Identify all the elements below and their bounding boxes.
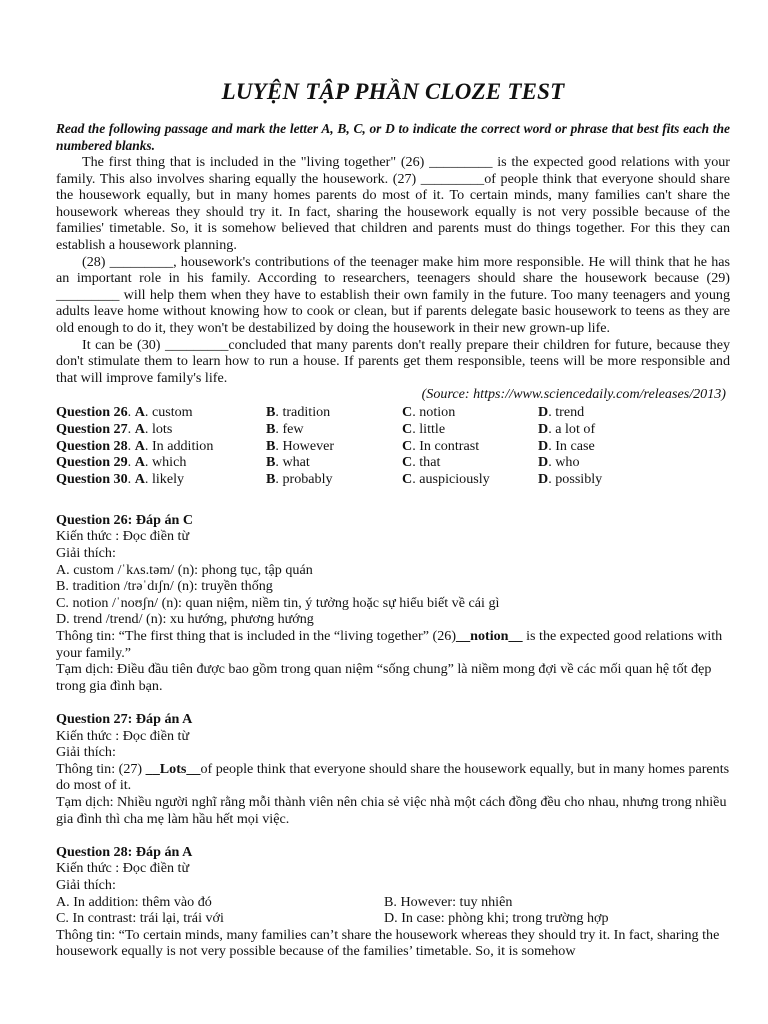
option-a: Question 28. A. In addition	[56, 437, 214, 454]
question-label: Question 26	[56, 404, 128, 421]
answer-28-options-cd	[56, 910, 730, 927]
option-c: C. notion	[402, 404, 456, 421]
option-letter: B	[266, 404, 276, 421]
answer-26-option-d: D. trend /trend/ (n): xu hướng, phương hướng	[56, 611, 314, 628]
answer-26-knowledge: Kiến thức : Đọc điền từ	[56, 528, 190, 545]
option-d: D. a lot of	[538, 420, 596, 437]
option-letter: D	[538, 420, 549, 437]
answer-28-knowledge: Kiến thức : Đọc điền từ	[56, 860, 190, 877]
reading-passage	[56, 154, 730, 386]
answer-28-option-a: A. In addition: thêm vào đó	[56, 893, 212, 910]
answers-section	[56, 495, 730, 960]
option-text: who	[555, 454, 580, 471]
option-text: In contrast	[419, 437, 480, 454]
option-letter: A	[134, 454, 145, 471]
answer-27-explain: Giải thích:	[56, 744, 116, 761]
answer-28-explain: Giải thích:	[56, 876, 116, 893]
option-letter: D	[538, 404, 549, 421]
option-text: likely	[151, 470, 185, 487]
option-c: C. auspiciously	[402, 470, 490, 487]
option-letter: D	[538, 470, 549, 487]
answer-26-explain: Giải thích:	[56, 545, 116, 562]
option-d: D. trend	[538, 404, 585, 421]
option-c: C. In contrast	[402, 437, 480, 454]
option-text: which	[151, 454, 187, 471]
option-b: B. few	[266, 420, 304, 437]
option-text: few	[282, 420, 304, 437]
answer-27-knowledge: Kiến thức : Đọc điền từ	[56, 727, 190, 744]
option-c: C. that	[402, 454, 441, 471]
answer-27-info	[56, 761, 730, 794]
source-citation: (Source: https://www.sciencedaily.com/releases/2013)	[421, 386, 726, 403]
option-letter: C	[402, 470, 413, 487]
option-text: tradition	[282, 404, 331, 421]
answer-26-info-text: Thông tin: “The first thing that is included in the “living together” (26)	[56, 628, 457, 645]
option-d: D. In case	[538, 437, 595, 454]
option-letter: A	[134, 437, 145, 454]
answer-26-blank: __notion__	[456, 628, 523, 645]
passage-paragraph-1: The first thing that is included in the "living together" (26) _________ is the expected good relations with your family. This also involves sharing equally the housework. (27) _________of people think that everyone should share the housework equally, but in many homes parents do most of it. To certain minds, many families can't share the housework whereas they should try it. In fact, sharing the housework equally is not very possible because of the families' timetable. So, it is somehow believed that children and parents must do things together. For this they can establish a housework planning.	[56, 154, 730, 253]
answer-28-option-d: D. In case: phòng khi; trong trường hợp	[384, 910, 609, 927]
question-options	[56, 404, 730, 487]
answer-26-info-rest: is the expected good relations with your family.”	[56, 628, 723, 661]
option-c: C. little	[402, 420, 446, 437]
option-letter: B	[266, 420, 276, 437]
option-text: what	[282, 454, 310, 471]
question-label: Question 27	[56, 420, 128, 437]
answer-26-heading: Question 26: Đáp án C	[56, 511, 194, 528]
question-label: Question 30	[56, 470, 128, 487]
option-letter: D	[538, 437, 549, 454]
option-b: B. tradition	[266, 404, 331, 421]
question-row	[56, 471, 730, 488]
option-letter: D	[538, 454, 549, 471]
answer-28-options-ab	[56, 894, 730, 911]
passage-paragraph-3: It can be (30) _________concluded that many parents don't really prepare their children for future, because they don't stimulate them to learn how to run a house. If parents get them responsible, teens will be more responsible and that will improve family's life.	[56, 336, 730, 386]
option-letter: C	[402, 454, 413, 471]
option-letter: A	[134, 404, 145, 421]
answer-28-info: Thông tin: “To certain minds, many families can’t share the housework whereas they should try it. In fact, sharing the housework equally is not very possible because of the families’ timetable. So, it is somehow	[56, 926, 720, 960]
option-a: Question 29. A. which	[56, 454, 187, 471]
instructions: Read the following passage and mark the letter A, B, C, or D to indicate the correct word or phrase that best fits each the numbered blanks.	[56, 121, 730, 153]
option-letter: C	[402, 420, 413, 437]
option-text: In addition	[151, 437, 214, 454]
answer-28-option-b: B. However: tuy nhiên	[384, 893, 513, 910]
answer-27-info-rest: of people think that everyone should share the housework equally, but in many homes parents do most of it.	[56, 760, 730, 794]
option-text: that	[419, 454, 441, 471]
passage-paragraph-2: (28) _________, housework's contributions of the teenager make him more responsible. He will think that he has an important role in his family. According to researchers, teenagers should share the housework because (29) _________ will help them when they have to establish their own family in the future. Too many teenagers and young adults leave home without knowing how to cook or clean, but if parents delegate basic housework to teens as they are old enough to do it, they won't be destabilized by doing the housework in their new grown-up life.	[56, 253, 730, 336]
option-text: In case	[555, 437, 595, 454]
answer-26-info	[56, 628, 730, 661]
answer-26-option-a: A. custom /ˈkʌs.təm/ (n): phong tục, tập quán	[56, 561, 313, 578]
option-b: B. what	[266, 454, 310, 471]
option-d: D. possibly	[538, 470, 603, 487]
option-text: lots	[151, 420, 173, 437]
option-a: Question 26. A. custom	[56, 404, 193, 421]
question-row	[56, 421, 730, 438]
option-text: trend	[555, 404, 585, 421]
question-row	[56, 454, 730, 471]
answer-26-option-b: B. tradition /trəˈdɪʃn/ (n): truyền thống	[56, 578, 273, 595]
option-text: However	[282, 437, 335, 454]
option-letter: B	[266, 437, 276, 454]
option-text: notion	[419, 404, 456, 421]
option-b: B. probably	[266, 470, 333, 487]
option-letter: C	[402, 437, 413, 454]
answer-28-option-c: C. In contrast: trái lại, trái với	[56, 910, 224, 927]
page-title: LUYỆN TẬP PHẦN CLOZE TEST	[221, 79, 565, 104]
option-a: Question 27. A. lots	[56, 420, 173, 437]
option-d: D. who	[538, 454, 580, 471]
option-letter: B	[266, 470, 276, 487]
question-row	[56, 438, 730, 455]
option-text: probably	[282, 470, 333, 487]
answer-27-info-text: Thông tin: (27)	[56, 760, 146, 777]
option-letter: C	[402, 404, 413, 421]
option-text: custom	[151, 404, 193, 421]
answer-27-translation: Tạm dịch: Nhiều người nghĩ rằng mỗi thành viên nên chia sẻ việc nhà một cách đồng đều cho nhau, nhưng trong nhiều gia đình thì cha mẹ làm hầu hết mọi việc.	[56, 793, 727, 827]
option-text: auspiciously	[419, 470, 490, 487]
answer-27-blank: __Lots__	[145, 760, 201, 777]
option-text: a lot of	[555, 420, 596, 437]
option-text: little	[419, 420, 446, 437]
question-label: Question 29	[56, 454, 128, 471]
answer-28-heading: Question 28: Đáp án A	[56, 843, 193, 860]
option-b: B. However	[266, 437, 335, 454]
question-row	[56, 404, 730, 421]
option-letter: B	[266, 454, 276, 471]
option-letter: A	[134, 470, 145, 487]
option-letter: A	[134, 420, 145, 437]
question-label: Question 28	[56, 437, 128, 454]
option-a: Question 30. A. likely	[56, 470, 185, 487]
answer-26-option-c: C. notion /ˈnoʊʃn/ (n): quan niệm, niềm tin, ý tưởng hoặc sự hiểu biết về cái gì	[56, 594, 500, 611]
option-text: possibly	[555, 470, 603, 487]
answer-26-translation: Tạm dịch: Điều đầu tiên được bao gồm trong quan niệm “sống chung” là niềm mong đợi về các mối quan hệ tốt đẹp trong gia đình bạn.	[56, 661, 712, 694]
answer-27-heading: Question 27: Đáp án A	[56, 711, 193, 727]
